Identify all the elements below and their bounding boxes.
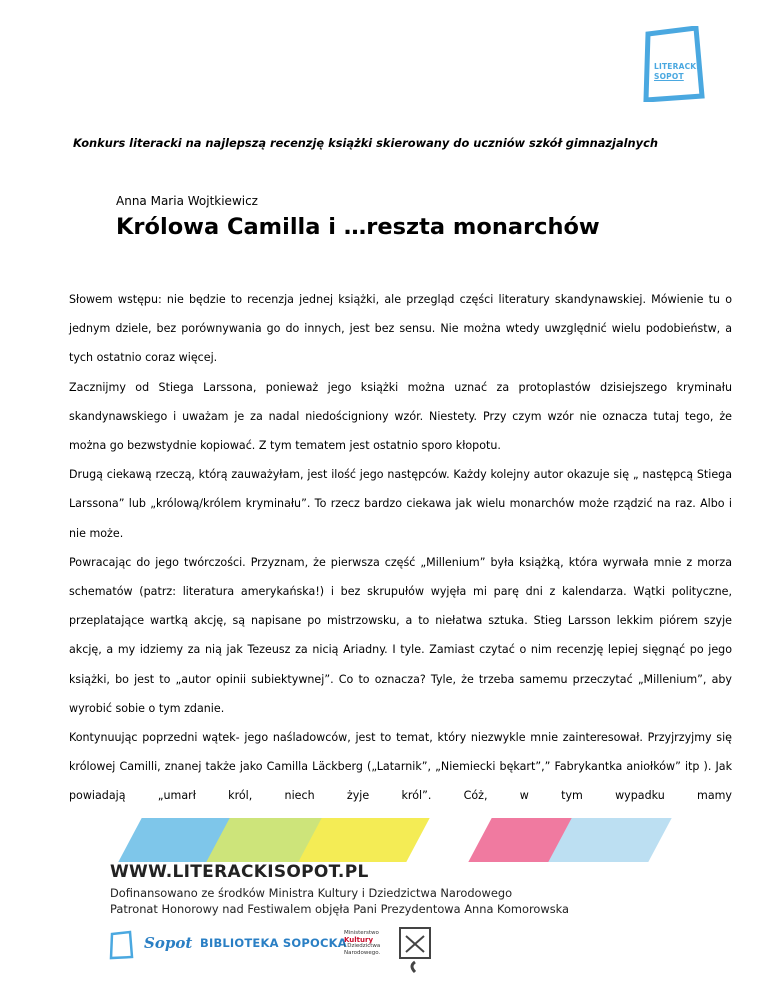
sopot-city-logo: Sopot — [144, 934, 193, 952]
poland-badge-logo — [398, 926, 432, 976]
author-name: Anna Maria Wojtkiewicz — [116, 194, 258, 208]
literacki-sopot-logo — [640, 26, 706, 102]
patronage-note: Patronat Honorowy nad Festiwalem objęła Pani Prezydentowa Anna Komorowska — [110, 902, 570, 916]
page-footer — [0, 818, 768, 994]
paragraph-2: Zacznijmy od Stiega Larssona, ponieważ jego książki można uznać za protoplastów dzisiejszego kryminału skandynawskiego i uważam je za nadal niedościgniony wzór. Niestety. Przy czym wzór nie oznacza tutaj tego, że można go bezwstydnie kopiować. Z tym tematem jest ostatnio sporo kłopotu. — [69, 380, 732, 453]
funding-note: Dofinansowano ze środków Ministra Kultury i Dziedzictwa Narodowego — [110, 886, 513, 900]
review-title: Królowa Camilla i …reszta monarchów — [116, 214, 600, 240]
paragraph-1: Słowem wstępu: nie będzie to recenzja jednej książki, ale przegląd części literatury skandynawskiej. Mówienie tu o jednym dziele, bez porównywania go do innych, jest bez sensu. Nie można wtedy uwzględnić wielu podobieństw, a tych ostatnio coraz więcej. — [69, 293, 732, 365]
paragraph-3: Drugą ciekawą rzeczą, którą zauważyłam, jest ilość jego następców. Każdy kolejny autor okazuje się „ następcą Stiega Larssona” lub „królową/królem kryminału”. To rzecz bardzo ciekawa jak wielu monarchów może rządzić na raz. Albo i nie może. — [69, 468, 732, 540]
paragraph-4: Powracając do jego twórczości. Przyznam, że pierwsza część „Millenium” była książką, która wyrwała mnie z morza schematów (patrz: literatura amerykańska!) i bez skrupułów wyjęła mi parę dni z kalendarza. Wątki polityczne, przeplatające wartką akcję, są napisane po mistrzowsku, a to niełatwa sztuka. Stieg Larsson lekkim piórem szyje akcję, a my idziemy za nią jak Tezeusz za nicią Ariadny. I tyle. Zamiast czytać o nim recenzję lepiej sięgnąć po jego książki, bo jest to „autor opinii subiektywnej”. Co to oznacza? Tyle, że trzeba samemu przeczytać „Millenium”, aby wyrobić sobie o tym zdanie. — [69, 555, 732, 715]
mini-logo-frame — [108, 930, 134, 960]
ministry-line-3: i Dziedzictwa — [344, 943, 381, 949]
paragraph-5: Kontynuując poprzedni wątek- jego naśladowców, jest to temat, który niezwykle mnie zainteresował. Przyjrzyjmy się królowej Camilli, znanej także jako Camilla Läckberg („Latarnik”, „Niemiecki bękart”,” Fabrykantka aniołków” itp ). Jak powiadają „umarł król, niech żyje król”. Cóż, w tym wypadku mamy — [69, 731, 732, 803]
review-body — [69, 285, 732, 811]
literacki-sopot-mini-logo — [108, 930, 134, 960]
ministry-line-2: Kultury — [344, 935, 374, 944]
ministry-logo — [344, 930, 394, 956]
color-band-3 — [298, 818, 429, 862]
sponsor-logos — [108, 926, 448, 986]
logo-text-sopot: SOPOT — [654, 72, 684, 81]
ministry-line-1: Ministerstwo — [344, 930, 379, 936]
color-band-5 — [548, 818, 671, 862]
logo-text-literacki: LITERACKI — [654, 62, 700, 71]
poland-badge-icon — [398, 926, 432, 976]
ministry-line-4: Narodowego. — [344, 949, 381, 956]
website-url[interactable]: WWW.LITERACKISOPOT.PL — [110, 862, 369, 882]
contest-subtitle: Konkurs literacki na najlepszą recenzję książki skierowany do uczniów szkół gimnazjalnych — [73, 136, 658, 150]
biblioteka-sopocka-logo: BIBLIOTEKA SOPOCKA — [200, 936, 347, 950]
